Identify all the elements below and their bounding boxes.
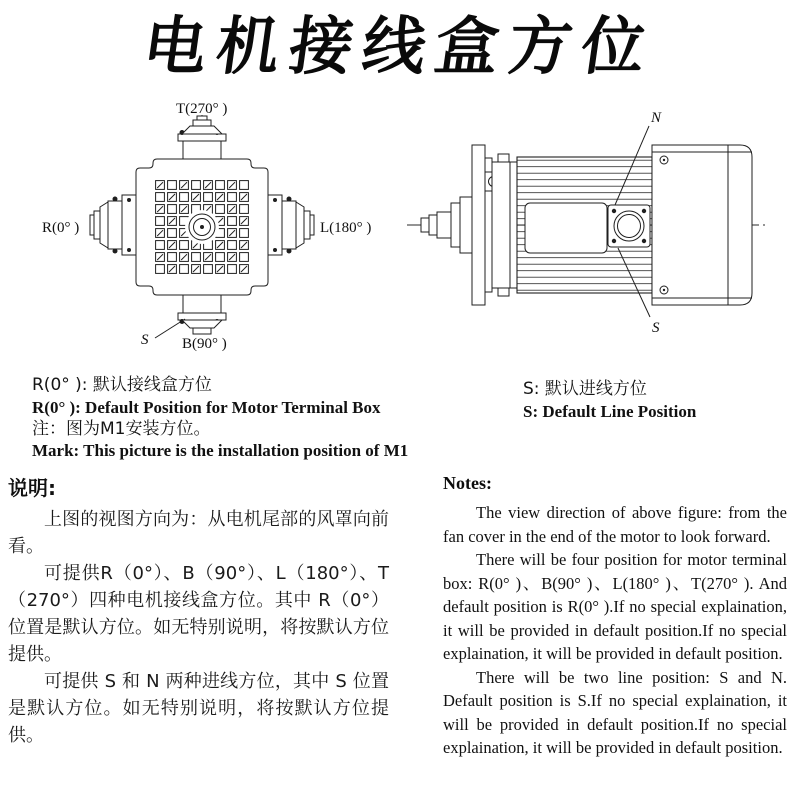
label-n: N bbox=[651, 110, 662, 126]
en-notes-section bbox=[443, 473, 787, 760]
caption-cn-mark: 注：图为M1安装方位。 bbox=[32, 418, 211, 439]
label-r: R(0° ) bbox=[42, 220, 80, 236]
cn-note-para-1: 上图的视图方向为：从电机尾部的风罩向前看。 bbox=[8, 509, 389, 557]
mounting-flange bbox=[472, 145, 492, 305]
motor-rear-view-diagram bbox=[30, 95, 400, 355]
en-note-para-3: There will be two line position: S and N. Default position is S.If no special explaination, it will be provided in default position.If no special explaination, it will be provided in default position. bbox=[443, 667, 787, 757]
s-leader-line bbox=[155, 319, 185, 338]
terminal-stub-bottom bbox=[178, 295, 226, 334]
caption-en-line-position: S: Default Line Position bbox=[523, 401, 697, 421]
caption-en-mark: Mark: This picture is the installation position of M1 bbox=[32, 441, 409, 460]
label-t: T(270° ) bbox=[176, 101, 228, 117]
terminal-box-caption bbox=[32, 375, 432, 462]
cn-note-para-2: 可提供R（0°）、B（90°）、L（180°）、T（270°）四种电机接线盒方位。其中 R（0°）位置是默认方位。如无特别说明，将按默认方位提供。 bbox=[8, 563, 389, 665]
fan-housing bbox=[652, 145, 752, 305]
label-s-side: S bbox=[652, 320, 660, 336]
caption-en-default-position: R(0° ): Default Position for Motor Terminal Box bbox=[32, 397, 381, 417]
front-bracket bbox=[492, 154, 517, 296]
cn-notes-section bbox=[8, 472, 389, 749]
label-b: B(90° ) bbox=[182, 336, 227, 352]
page-title: 电机接线盒方位 bbox=[138, 10, 660, 83]
nameplate bbox=[525, 203, 607, 253]
label-s-left: S bbox=[141, 332, 149, 348]
motor-shaft bbox=[421, 197, 472, 253]
en-note-para-1: The view direction of above figure: from the fan cover in the end of the motor to look forward. bbox=[443, 503, 787, 546]
en-note-para-2: There will be four position for motor terminal box: R(0° )、B(90° )、L(180° )、T(270° ). And default position is R(0° ).If no special explaination, it will be provided in default position.If no special explaination, it will be provided in default position. bbox=[443, 550, 787, 663]
terminal-stub-right bbox=[268, 195, 314, 255]
terminal-stub-top bbox=[178, 116, 226, 159]
label-l: L(180° ) bbox=[320, 220, 372, 236]
line-position-caption bbox=[523, 379, 773, 423]
terminal-stub-left bbox=[90, 195, 136, 255]
shaft-center bbox=[185, 210, 219, 244]
cn-note-para-3: 可提供 S 和 N 两种进线方位，其中 S 位置是默认方位。如无特别说明，将按默认方位提供。 bbox=[8, 671, 389, 746]
caption-cn-default-position: R(0° ): 默认接线盒方位 bbox=[32, 375, 212, 395]
en-notes-heading: Notes: bbox=[443, 473, 492, 493]
caption-cn-line-position: S: 默认进线方位 bbox=[523, 379, 647, 399]
cn-notes-heading: 说明: bbox=[8, 476, 56, 500]
motor-side-view-diagram bbox=[405, 100, 770, 350]
